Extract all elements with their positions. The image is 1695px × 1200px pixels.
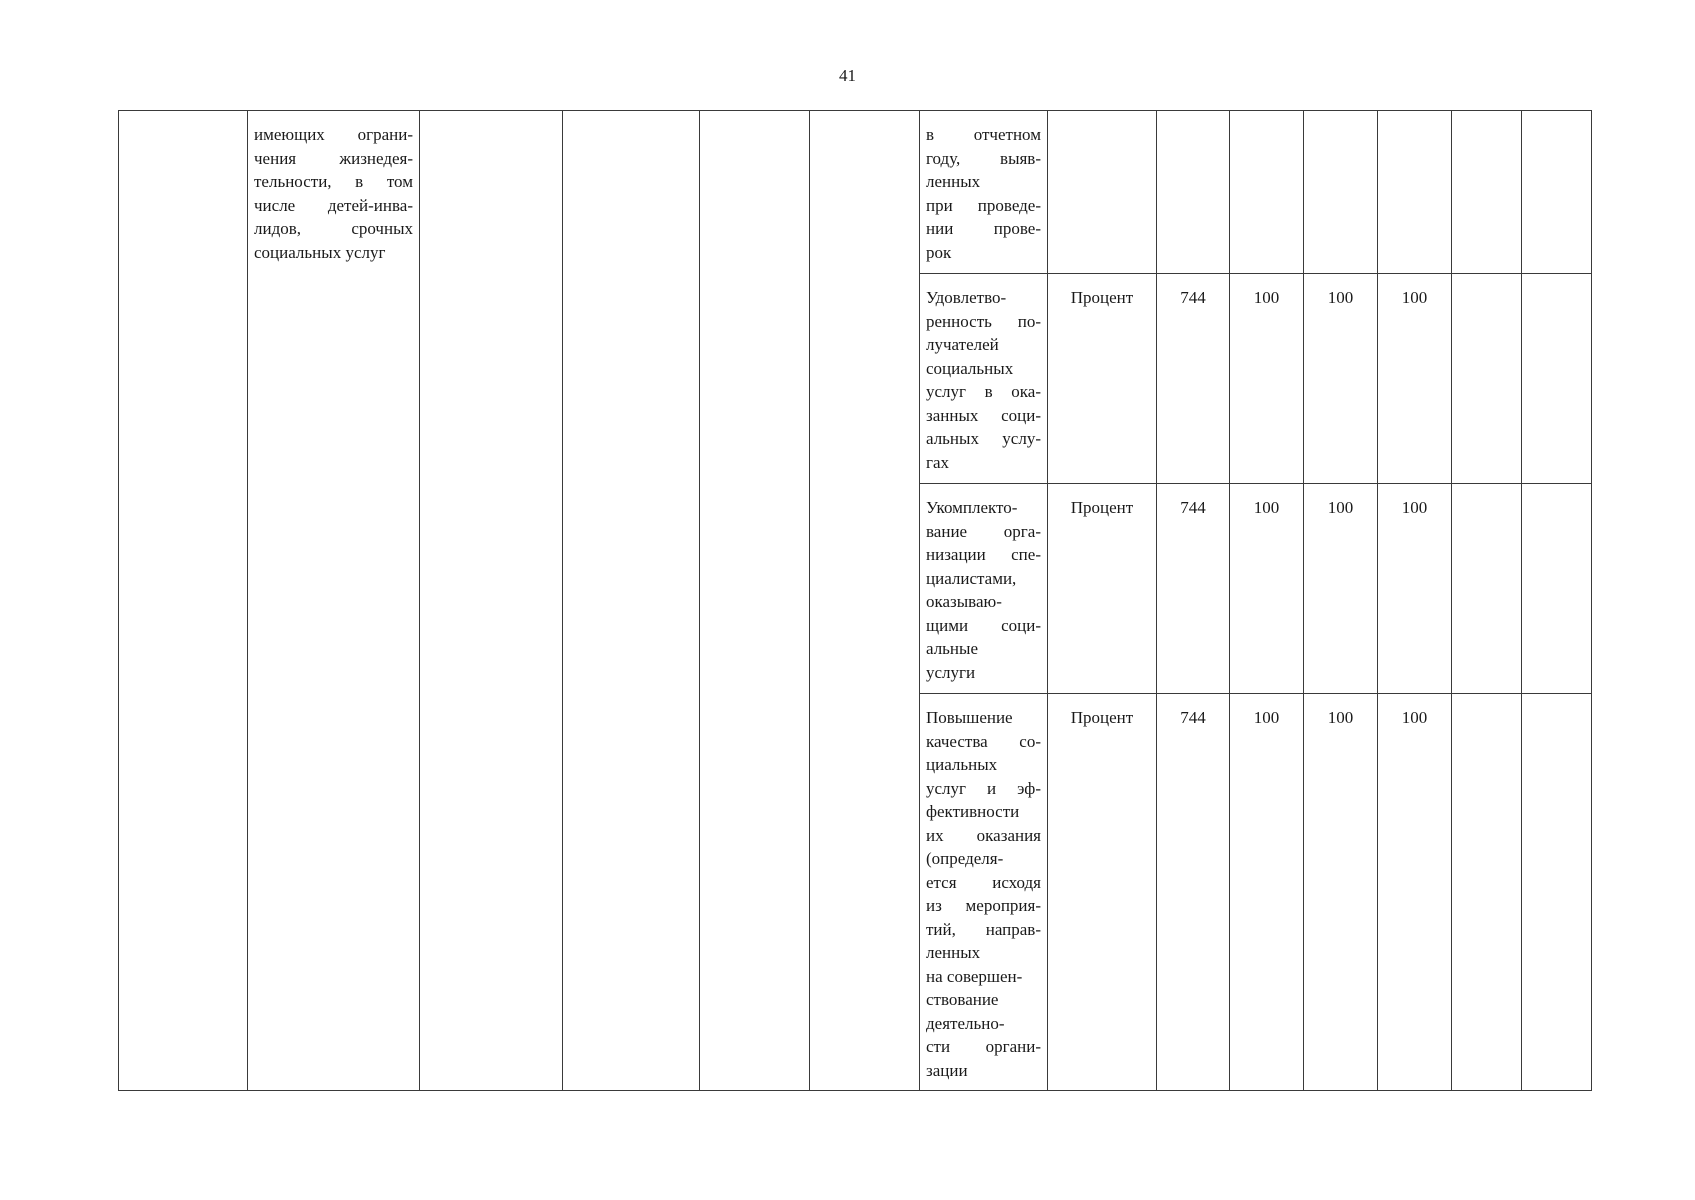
text-line: щими соци- [926, 615, 1041, 635]
text-line: занных соци- [926, 405, 1041, 425]
text-line: имеющих ограни- [254, 125, 413, 144]
table-row [119, 111, 1592, 274]
empty-cell [1452, 274, 1522, 484]
code-cell [119, 111, 248, 1091]
unit-cell: Процент [1048, 484, 1157, 694]
text-line: тельности, в том [254, 172, 413, 191]
empty-cell [1452, 694, 1522, 1091]
text-line: оказываю- [926, 592, 1002, 611]
text-line: Удовлетво- [926, 288, 1007, 307]
text-line: фективности [926, 802, 1020, 821]
text-line: услуги [926, 662, 976, 682]
value-cell: 100 [1230, 694, 1304, 1091]
text-line: циалистами, [926, 568, 1017, 588]
text-line: лучателей [926, 335, 999, 354]
value-cell: 100 [1378, 484, 1452, 694]
text-line: ленных [926, 172, 981, 191]
text-line: гах [926, 452, 950, 472]
value-cell: 100 [1304, 484, 1378, 694]
text-line: чения жизнедея- [254, 148, 413, 168]
unit-cell: Процент [1048, 274, 1157, 484]
text-line: нии прове- [926, 219, 1041, 238]
okei-code-cell: 744 [1157, 274, 1230, 484]
value-cell: 100 [1230, 484, 1304, 694]
empty-cell [1522, 274, 1592, 484]
value-cell [1230, 111, 1304, 274]
text-line: социальных [926, 358, 1014, 378]
empty-cell [700, 111, 810, 1091]
text-line: деятельно- [926, 1013, 1005, 1033]
service-description-cell [248, 111, 420, 1091]
empty-cell [1522, 484, 1592, 694]
text-line: ется исходя [926, 872, 1041, 892]
text-line: Укомплекто- [926, 498, 1018, 517]
text-line: в отчетном [926, 125, 1041, 144]
okei-code-cell: 744 [1157, 694, 1230, 1091]
indicator-name-cell [920, 694, 1048, 1091]
text-line: качества со- [926, 731, 1041, 751]
page-number: 41 [839, 66, 856, 85]
value-cell [1378, 111, 1452, 274]
text-line: их оказания [926, 825, 1041, 845]
text-line: зации [926, 1060, 968, 1080]
text-line: услуг и эф- [926, 778, 1041, 798]
text-line: рок [926, 242, 952, 262]
value-cell [1304, 111, 1378, 274]
empty-cell [1522, 111, 1592, 274]
value-cell: 100 [1304, 694, 1378, 1091]
indicator-name-cell [920, 274, 1048, 484]
unit-cell [1048, 111, 1157, 274]
indicator-name-cell [920, 111, 1048, 274]
empty-cell [420, 111, 563, 1091]
text-line: ренность по- [926, 311, 1041, 331]
value-cell: 100 [1378, 274, 1452, 484]
empty-cell [1522, 694, 1592, 1091]
text-line: услуг в ока- [926, 382, 1041, 401]
okei-code-cell [1157, 111, 1230, 274]
text-line: при проведе- [926, 195, 1041, 215]
text-line: социальных услуг [254, 242, 386, 262]
value-cell: 100 [1304, 274, 1378, 484]
text-line: сти органи- [926, 1037, 1041, 1056]
text-line: лидов, срочных [254, 219, 413, 238]
text-line: (определя- [926, 849, 1004, 868]
text-line: низации спе- [926, 545, 1041, 564]
text-line: числе детей-инва- [254, 195, 413, 215]
value-cell: 100 [1378, 694, 1452, 1091]
text-line: из мероприя- [926, 896, 1041, 915]
empty-cell [1452, 484, 1522, 694]
indicator-name-cell [920, 484, 1048, 694]
text-line: тий, направ- [926, 919, 1041, 939]
text-line: вание орга- [926, 521, 1041, 541]
empty-cell [1452, 111, 1522, 274]
value-cell: 100 [1230, 274, 1304, 484]
services-indicator-table [118, 110, 1592, 1091]
empty-cell [810, 111, 920, 1091]
text-line: ствование [926, 990, 999, 1009]
text-line: альные [926, 639, 978, 658]
text-line: году, выяв- [926, 148, 1041, 168]
text-line: ленных [926, 943, 981, 962]
empty-cell [563, 111, 700, 1091]
okei-code-cell: 744 [1157, 484, 1230, 694]
text-line: на совершен- [926, 966, 1023, 986]
unit-cell: Процент [1048, 694, 1157, 1091]
text-line: альных услу- [926, 429, 1041, 448]
text-line: циальных [926, 755, 998, 774]
text-line: Повышение [926, 708, 1013, 727]
